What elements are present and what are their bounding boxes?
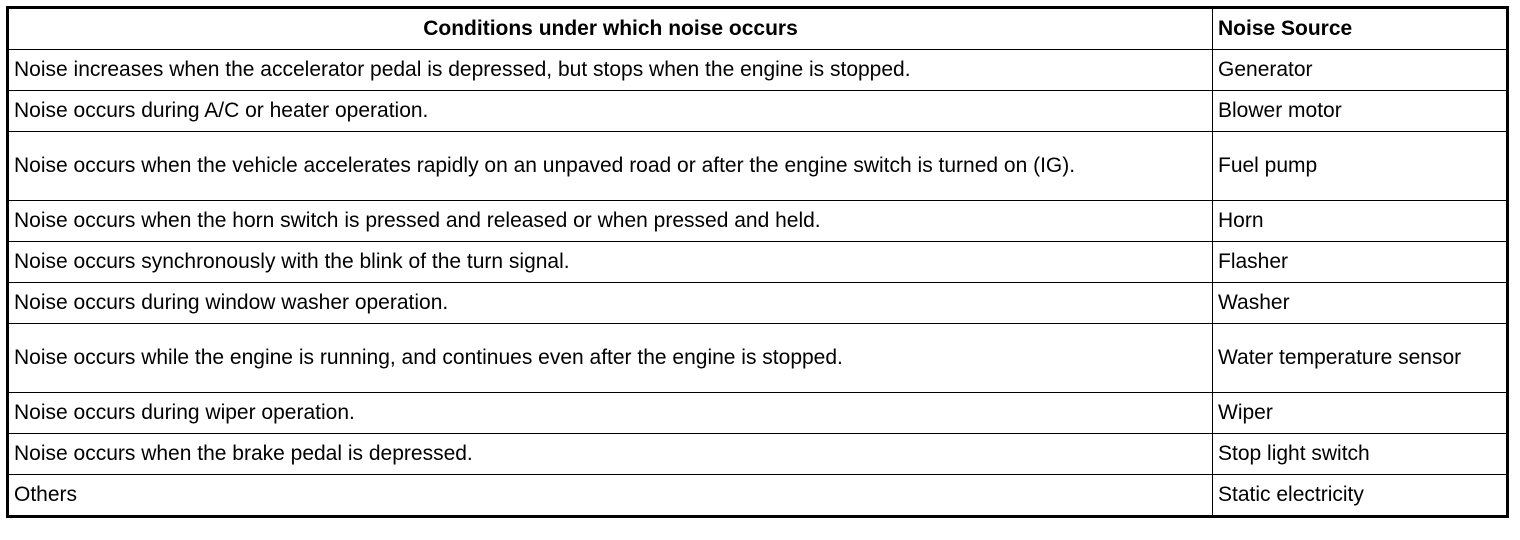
table-row [8,242,1508,283]
condition-cell: Noise occurs when the brake pedal is depressed. [8,434,1213,475]
source-cell: Generator [1213,50,1508,91]
source-cell: Water temperature sensor [1213,324,1508,393]
condition-cell: Noise occurs synchronously with the blink of the turn signal. [8,242,1213,283]
condition-cell: Noise occurs when the vehicle accelerates rapidly on an unpaved road or after the engine switch is turned on (IG). [8,132,1213,201]
condition-cell: Others [8,475,1213,517]
condition-column-header: Conditions under which noise occurs [8,8,1213,50]
table-row [8,201,1508,242]
table-row [8,434,1508,475]
noise-source-table [6,6,1509,518]
source-cell: Flasher [1213,242,1508,283]
source-column-header: Noise Source [1213,8,1508,50]
condition-cell: Noise occurs during A/C or heater operation. [8,91,1213,132]
table-row [8,91,1508,132]
source-cell: Horn [1213,201,1508,242]
table-header-row [8,8,1508,50]
condition-cell: Noise occurs while the engine is running, and continues even after the engine is stopped. [8,324,1213,393]
table-row [8,475,1508,517]
condition-cell: Noise occurs during wiper operation. [8,393,1213,434]
source-cell: Stop light switch [1213,434,1508,475]
source-cell: Wiper [1213,393,1508,434]
condition-cell: Noise occurs during window washer operation. [8,283,1213,324]
source-cell: Washer [1213,283,1508,324]
table-row [8,132,1508,201]
source-cell: Static electricity [1213,475,1508,517]
table-row [8,50,1508,91]
table-row [8,324,1508,393]
table-row [8,393,1508,434]
condition-cell: Noise occurs when the horn switch is pressed and released or when pressed and held. [8,201,1213,242]
source-cell: Blower motor [1213,91,1508,132]
source-cell: Fuel pump [1213,132,1508,201]
condition-cell: Noise increases when the accelerator pedal is depressed, but stops when the engine is stopped. [8,50,1213,91]
table-row [8,283,1508,324]
